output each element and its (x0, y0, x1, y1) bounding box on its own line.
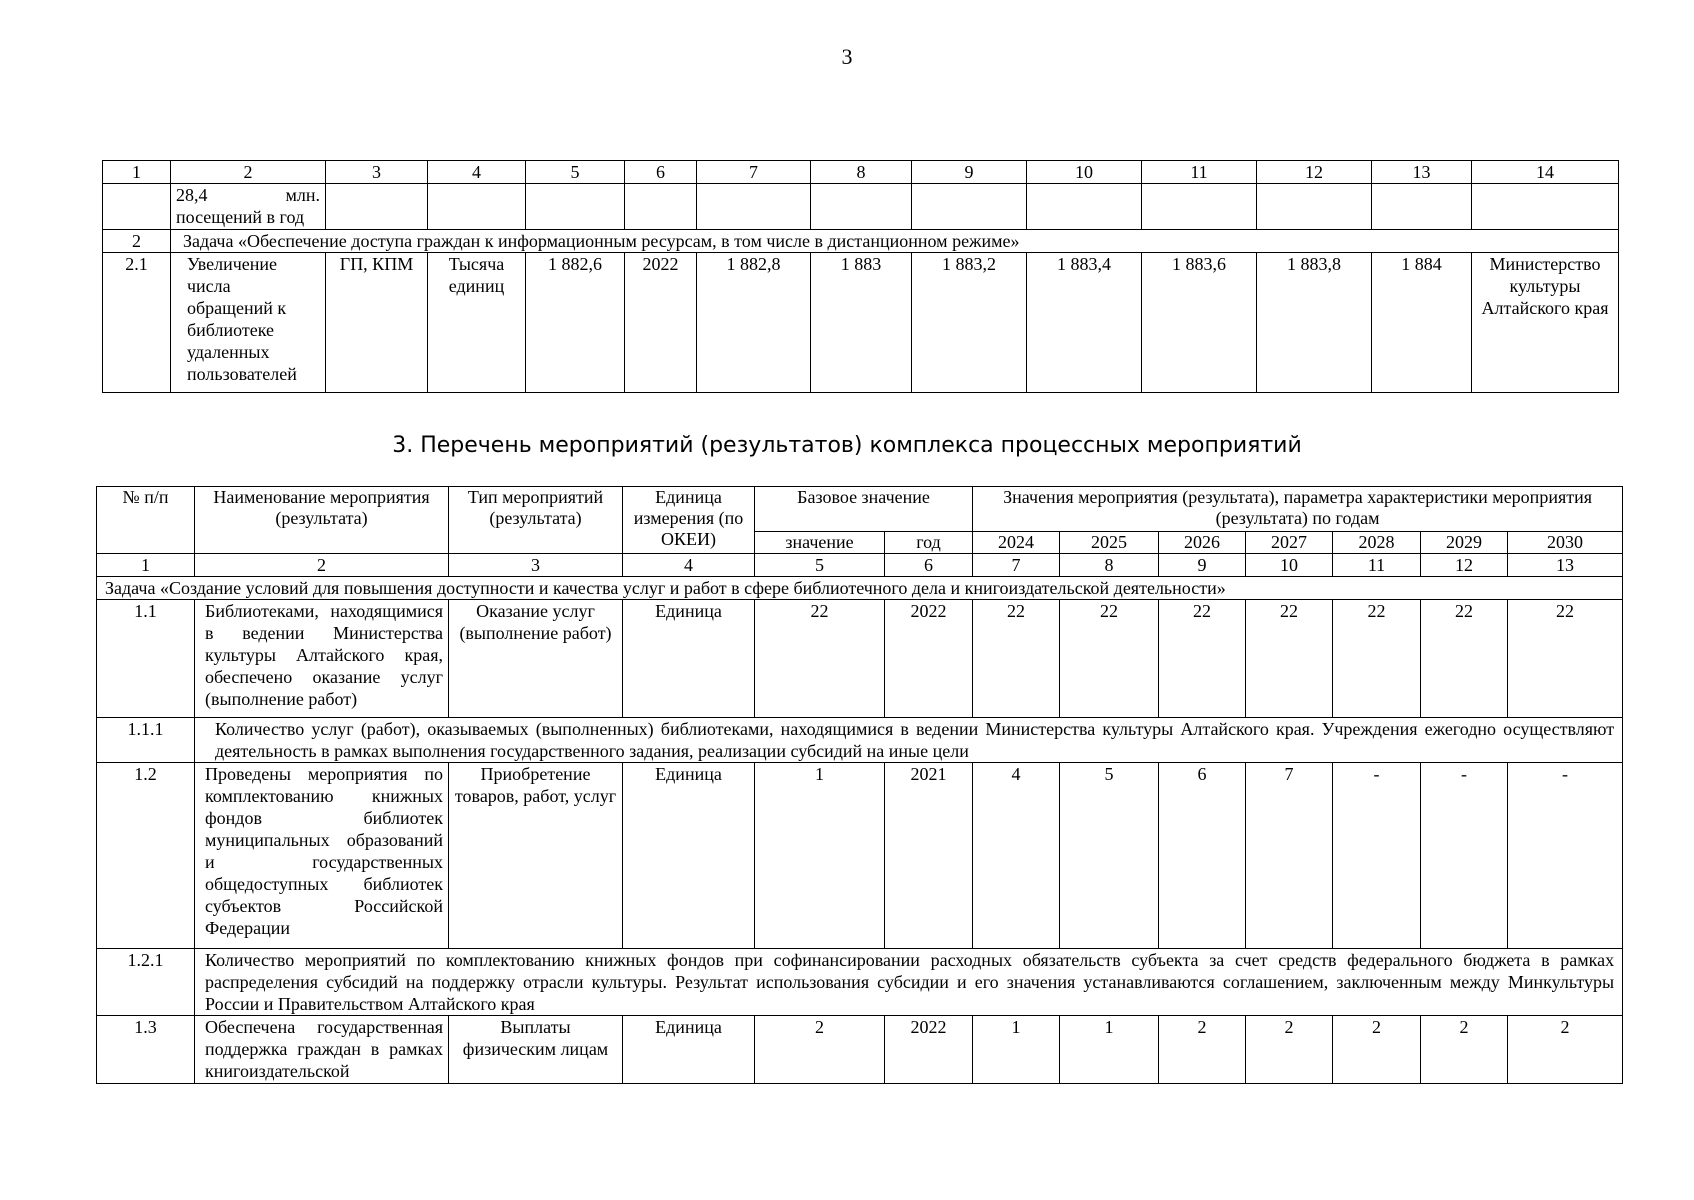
base-value: 1 882,6 (526, 253, 625, 393)
measure-name: Обеспечена государственная поддержка граждан в рамках книгоиздательской (195, 1016, 449, 1084)
col-num: 1 (103, 161, 171, 184)
measure-description: Количество услуг (работ), оказываемых (выполненных) библиотеками, находящимися в ведении Министерства культуры Алтайского края. Учреждения ежегодно осуществляют деятельность в рамках выполнения государственного задания, реализации субсидий на иные цели (195, 718, 1623, 763)
header-year: 2026 (1159, 532, 1246, 554)
year-value: 22 (1246, 600, 1333, 718)
col-num: 2 (171, 161, 326, 184)
measure-unit: Единица (623, 600, 755, 718)
task-text: Задача «Обеспечение доступа граждан к информационным ресурсам, в том числе в дистанционном режиме» (171, 230, 1619, 253)
header-year: 2028 (1333, 532, 1421, 554)
page-number: 3 (841, 44, 853, 69)
year-value: 22 (1333, 600, 1421, 718)
base-year: 2021 (885, 763, 973, 949)
col-num: 14 (1472, 161, 1619, 184)
section-title: 3. Перечень мероприятий (результатов) комплекса процессных мероприятий (392, 433, 1302, 458)
header-year: 2024 (973, 532, 1060, 554)
col-num: 10 (1246, 554, 1333, 577)
col-num: 6 (625, 161, 697, 184)
base-year: 2022 (885, 600, 973, 718)
base-year: 2022 (625, 253, 697, 393)
year-value: 2 (1246, 1016, 1333, 1084)
measure-type: Оказание услуг (выполнение работ) (449, 600, 623, 718)
indicator-row-2-1 (103, 253, 1619, 393)
year-value: 2 (1333, 1016, 1421, 1084)
header-num: № п/п (97, 487, 195, 554)
column-number-row (97, 554, 1623, 577)
col-num: 4 (428, 161, 526, 184)
header-base-value: значение (755, 532, 885, 554)
col-num: 12 (1421, 554, 1508, 577)
col-num: 8 (811, 161, 912, 184)
year-value: - (1421, 763, 1508, 949)
header-year: 2029 (1421, 532, 1508, 554)
col-num: 9 (912, 161, 1027, 184)
year-value: 7 (1246, 763, 1333, 949)
col-num: 7 (973, 554, 1060, 577)
col-num: 10 (1027, 161, 1142, 184)
col-num: 9 (1159, 554, 1246, 577)
year-value: 1 (1060, 1016, 1159, 1084)
col-num: 4 (623, 554, 755, 577)
indicators-table-continued (102, 160, 1619, 393)
year-value: 2 (1421, 1016, 1508, 1084)
base-value: 2 (755, 1016, 885, 1084)
header-year: 2027 (1246, 532, 1333, 554)
measure-description-1-1-1 (97, 718, 1623, 763)
year-value: 1 883,6 (1142, 253, 1257, 393)
year-value: - (1508, 763, 1623, 949)
task-text: Задача «Создание условий для повышения доступности и качества услуг и работ в сфере библиотечного дела и книгоиздательской деятельности» (97, 577, 1623, 600)
year-value: 1 883,4 (1027, 253, 1142, 393)
measure-type: Выплаты физическим лицам (449, 1016, 623, 1084)
base-year: 2022 (885, 1016, 973, 1084)
col-num: 11 (1142, 161, 1257, 184)
year-value: 22 (973, 600, 1060, 718)
col-num: 3 (326, 161, 428, 184)
col-num: 12 (1257, 161, 1372, 184)
measure-row-1-2 (97, 763, 1623, 949)
year-value: 1 883,2 (912, 253, 1027, 393)
col-num: 5 (526, 161, 625, 184)
measure-name: Проведены мероприятия по комплектованию книжных фондов библиотек муниципальных образований и государственных общедоступных библиотек субъектов Российской Федерации (195, 763, 449, 949)
task-number: 2 (103, 230, 171, 253)
header-row (97, 487, 1623, 532)
year-value: 1 883,8 (1257, 253, 1372, 393)
year-value: 1 (973, 1016, 1060, 1084)
measure-row-1-3 (97, 1016, 1623, 1084)
measure-unit: Единица (623, 1016, 755, 1084)
col-num: 1 (97, 554, 195, 577)
task-row (97, 577, 1623, 600)
row-number: 1.2.1 (97, 949, 195, 1016)
col-num: 2 (195, 554, 449, 577)
indicator-name: 28,4 млн. посещений в год (171, 184, 326, 230)
col-num: 11 (1333, 554, 1421, 577)
row-number: 1.3 (97, 1016, 195, 1084)
measure-row-1-1 (97, 600, 1623, 718)
responsible-executor: Министерство культуры Алтайского края (1472, 253, 1619, 393)
col-num: 3 (449, 554, 623, 577)
indicator-unit: Тысяча единиц (428, 253, 526, 393)
col-num: 6 (885, 554, 973, 577)
row-number: 1.1.1 (97, 718, 195, 763)
row-number: 2.1 (103, 253, 171, 393)
header-type: Тип мероприятий (результата) (449, 487, 623, 554)
col-num: 5 (755, 554, 885, 577)
row-number: 1.1 (97, 600, 195, 718)
indicator-type: ГП, КПМ (326, 253, 428, 393)
year-value: 22 (1060, 600, 1159, 718)
continued-row (103, 184, 1619, 230)
year-value: 5 (1060, 763, 1159, 949)
header-name: Наименование мероприятия (результата) (195, 487, 449, 554)
column-number-row (103, 161, 1619, 184)
header-base: Базовое значение (755, 487, 973, 532)
measure-description-1-2-1 (97, 949, 1623, 1016)
header-base-year: год (885, 532, 973, 554)
year-value: 22 (1508, 600, 1623, 718)
measure-type: Приобретение товаров, работ, услуг (449, 763, 623, 949)
base-value: 1 (755, 763, 885, 949)
year-value: 2 (1508, 1016, 1623, 1084)
measure-unit: Единица (623, 763, 755, 949)
col-num: 8 (1060, 554, 1159, 577)
year-value: 2 (1159, 1016, 1246, 1084)
year-value: 22 (1159, 600, 1246, 718)
header-year: 2025 (1060, 532, 1159, 554)
year-value: 1 882,8 (697, 253, 811, 393)
header-unit: Единица измерения (по ОКЕИ) (623, 487, 755, 554)
header-year: 2030 (1508, 532, 1623, 554)
year-value: 1 884 (1372, 253, 1472, 393)
measure-name: Библиотеками, находящимися в ведении Министерства культуры Алтайского края, обеспечено оказание услуг (выполнение работ) (195, 600, 449, 718)
indicator-name: Увеличение числа обращений к библиотеке удаленных пользователей (171, 253, 326, 393)
year-value: 6 (1159, 763, 1246, 949)
year-value: 22 (1421, 600, 1508, 718)
measures-table (96, 486, 1623, 1084)
base-value: 22 (755, 600, 885, 718)
row-number: 1.2 (97, 763, 195, 949)
col-num: 13 (1372, 161, 1472, 184)
year-value: - (1333, 763, 1421, 949)
year-value: 4 (973, 763, 1060, 949)
header-values: Значения мероприятия (результата), параметра характеристики мероприятия (результата) по годам (973, 487, 1623, 532)
col-num: 13 (1508, 554, 1623, 577)
task-row (103, 230, 1619, 253)
col-num: 7 (697, 161, 811, 184)
year-value: 1 883 (811, 253, 912, 393)
measure-description: Количество мероприятий по комплектованию книжных фондов при софинансировании расходных обязательств субъекта за счет средств федерального бюджета в рамках распределения субсидий на поддержку отрасли культуры. Результат использования субсидии и его значения устанавливаются соглашением, заключенным между Минкультуры России и Правительством Алтайского края (195, 949, 1623, 1016)
